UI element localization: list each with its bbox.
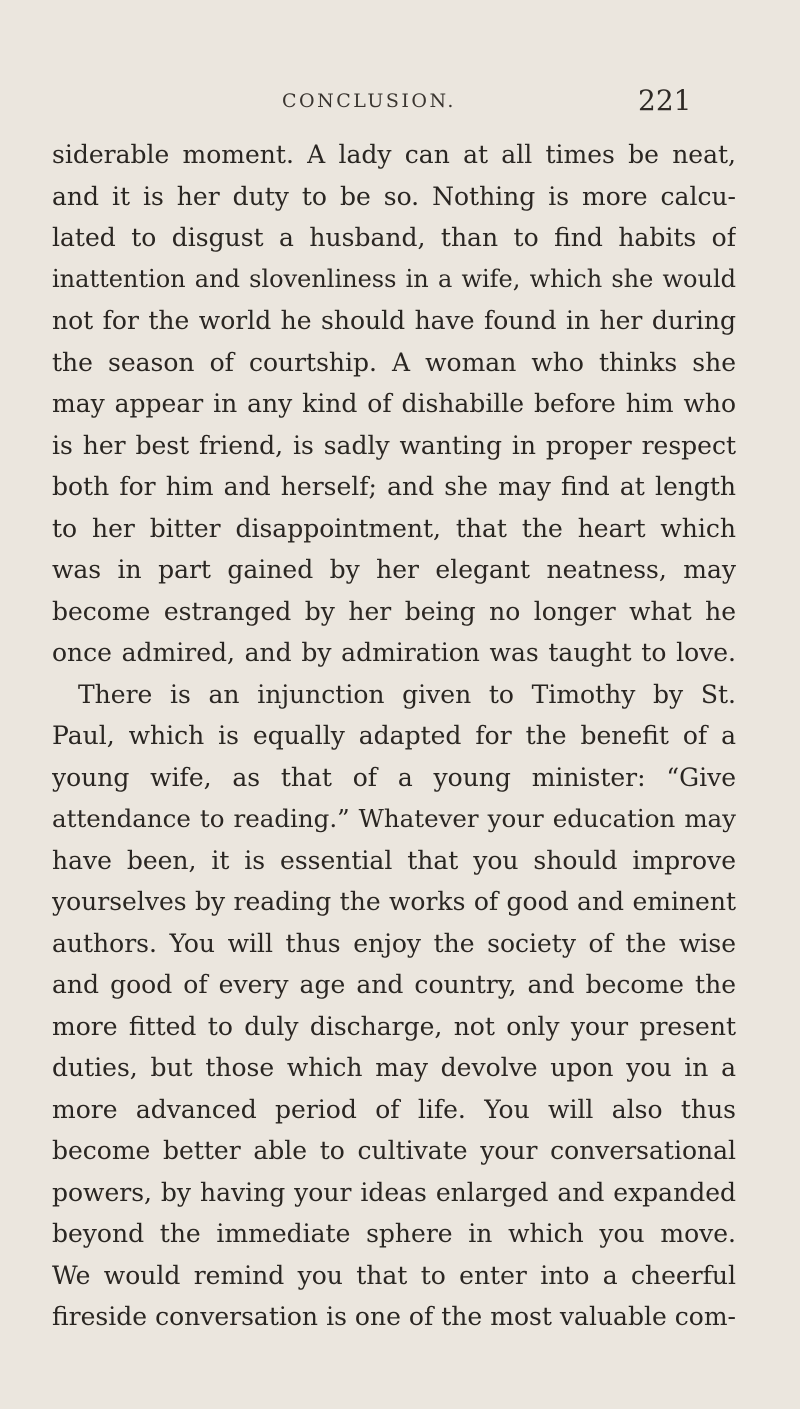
text-line: to her bitter disappointment, that the heart which <box>52 513 736 543</box>
text-line: young wife, as that of a young minister: “Give <box>52 762 736 792</box>
text-line: not for the world he should have found in her during <box>52 306 736 335</box>
text-line: become better able to cultivate your conversational <box>52 1136 736 1165</box>
text-line: was in part gained by her elegant neatness, may <box>52 555 736 584</box>
text-line: the season of courtship. A woman who thinks she <box>52 347 736 377</box>
text-line: both for him and herself; and she may find at length <box>52 472 736 501</box>
text-line: fireside conversation is one of the most valuable com- <box>52 1302 736 1331</box>
text-line: is her best friend, is sadly wanting in proper respect <box>52 430 736 460</box>
text-line: more advanced period of life. You will also thus <box>52 1094 736 1124</box>
text-line: We would remind you that to enter into a cheerful <box>52 1260 736 1290</box>
text-line: attendance to reading.” Whatever your education may <box>52 804 736 833</box>
text-line: lated to disgust a husband, than to find habits of <box>52 223 736 252</box>
text-line: siderable moment. A lady can at all times be neat, <box>52 140 736 169</box>
text-line: authors. You will thus enjoy the society of the wise <box>52 928 736 958</box>
text-line: more fitted to duly discharge, not only your present <box>52 1011 736 1041</box>
text-line: once admired, and by admiration was taught to love. <box>52 638 736 667</box>
text-line: have been, it is essential that you should improve <box>52 845 736 875</box>
page-number: 221 <box>638 84 692 117</box>
text-line: duties, but those which may devolve upon you in a <box>52 1053 736 1082</box>
body-text <box>52 134 736 1338</box>
text-line: Paul, which is equally adapted for the benefit of a <box>52 721 736 750</box>
text-line: and it is her duty to be so. Nothing is more calcu- <box>52 181 736 211</box>
running-title: CONCLUSION. <box>282 90 456 112</box>
text-line: powers, by having your ideas enlarged and expanded <box>52 1177 736 1207</box>
text-line: beyond the immediate sphere in which you move. <box>52 1219 736 1248</box>
text-line: and good of every age and country, and become the <box>52 970 736 999</box>
text-line: There is an injunction given to Timothy by St. <box>78 679 736 709</box>
text-line: yourselves by reading the works of good and eminent <box>52 887 736 916</box>
text-line: may appear in any kind of dishabille before him who <box>52 389 736 418</box>
text-line: inattention and slovenliness in a wife, which she would <box>52 264 736 293</box>
running-head <box>0 84 800 124</box>
text-line: become estranged by her being no longer what he <box>52 596 736 626</box>
